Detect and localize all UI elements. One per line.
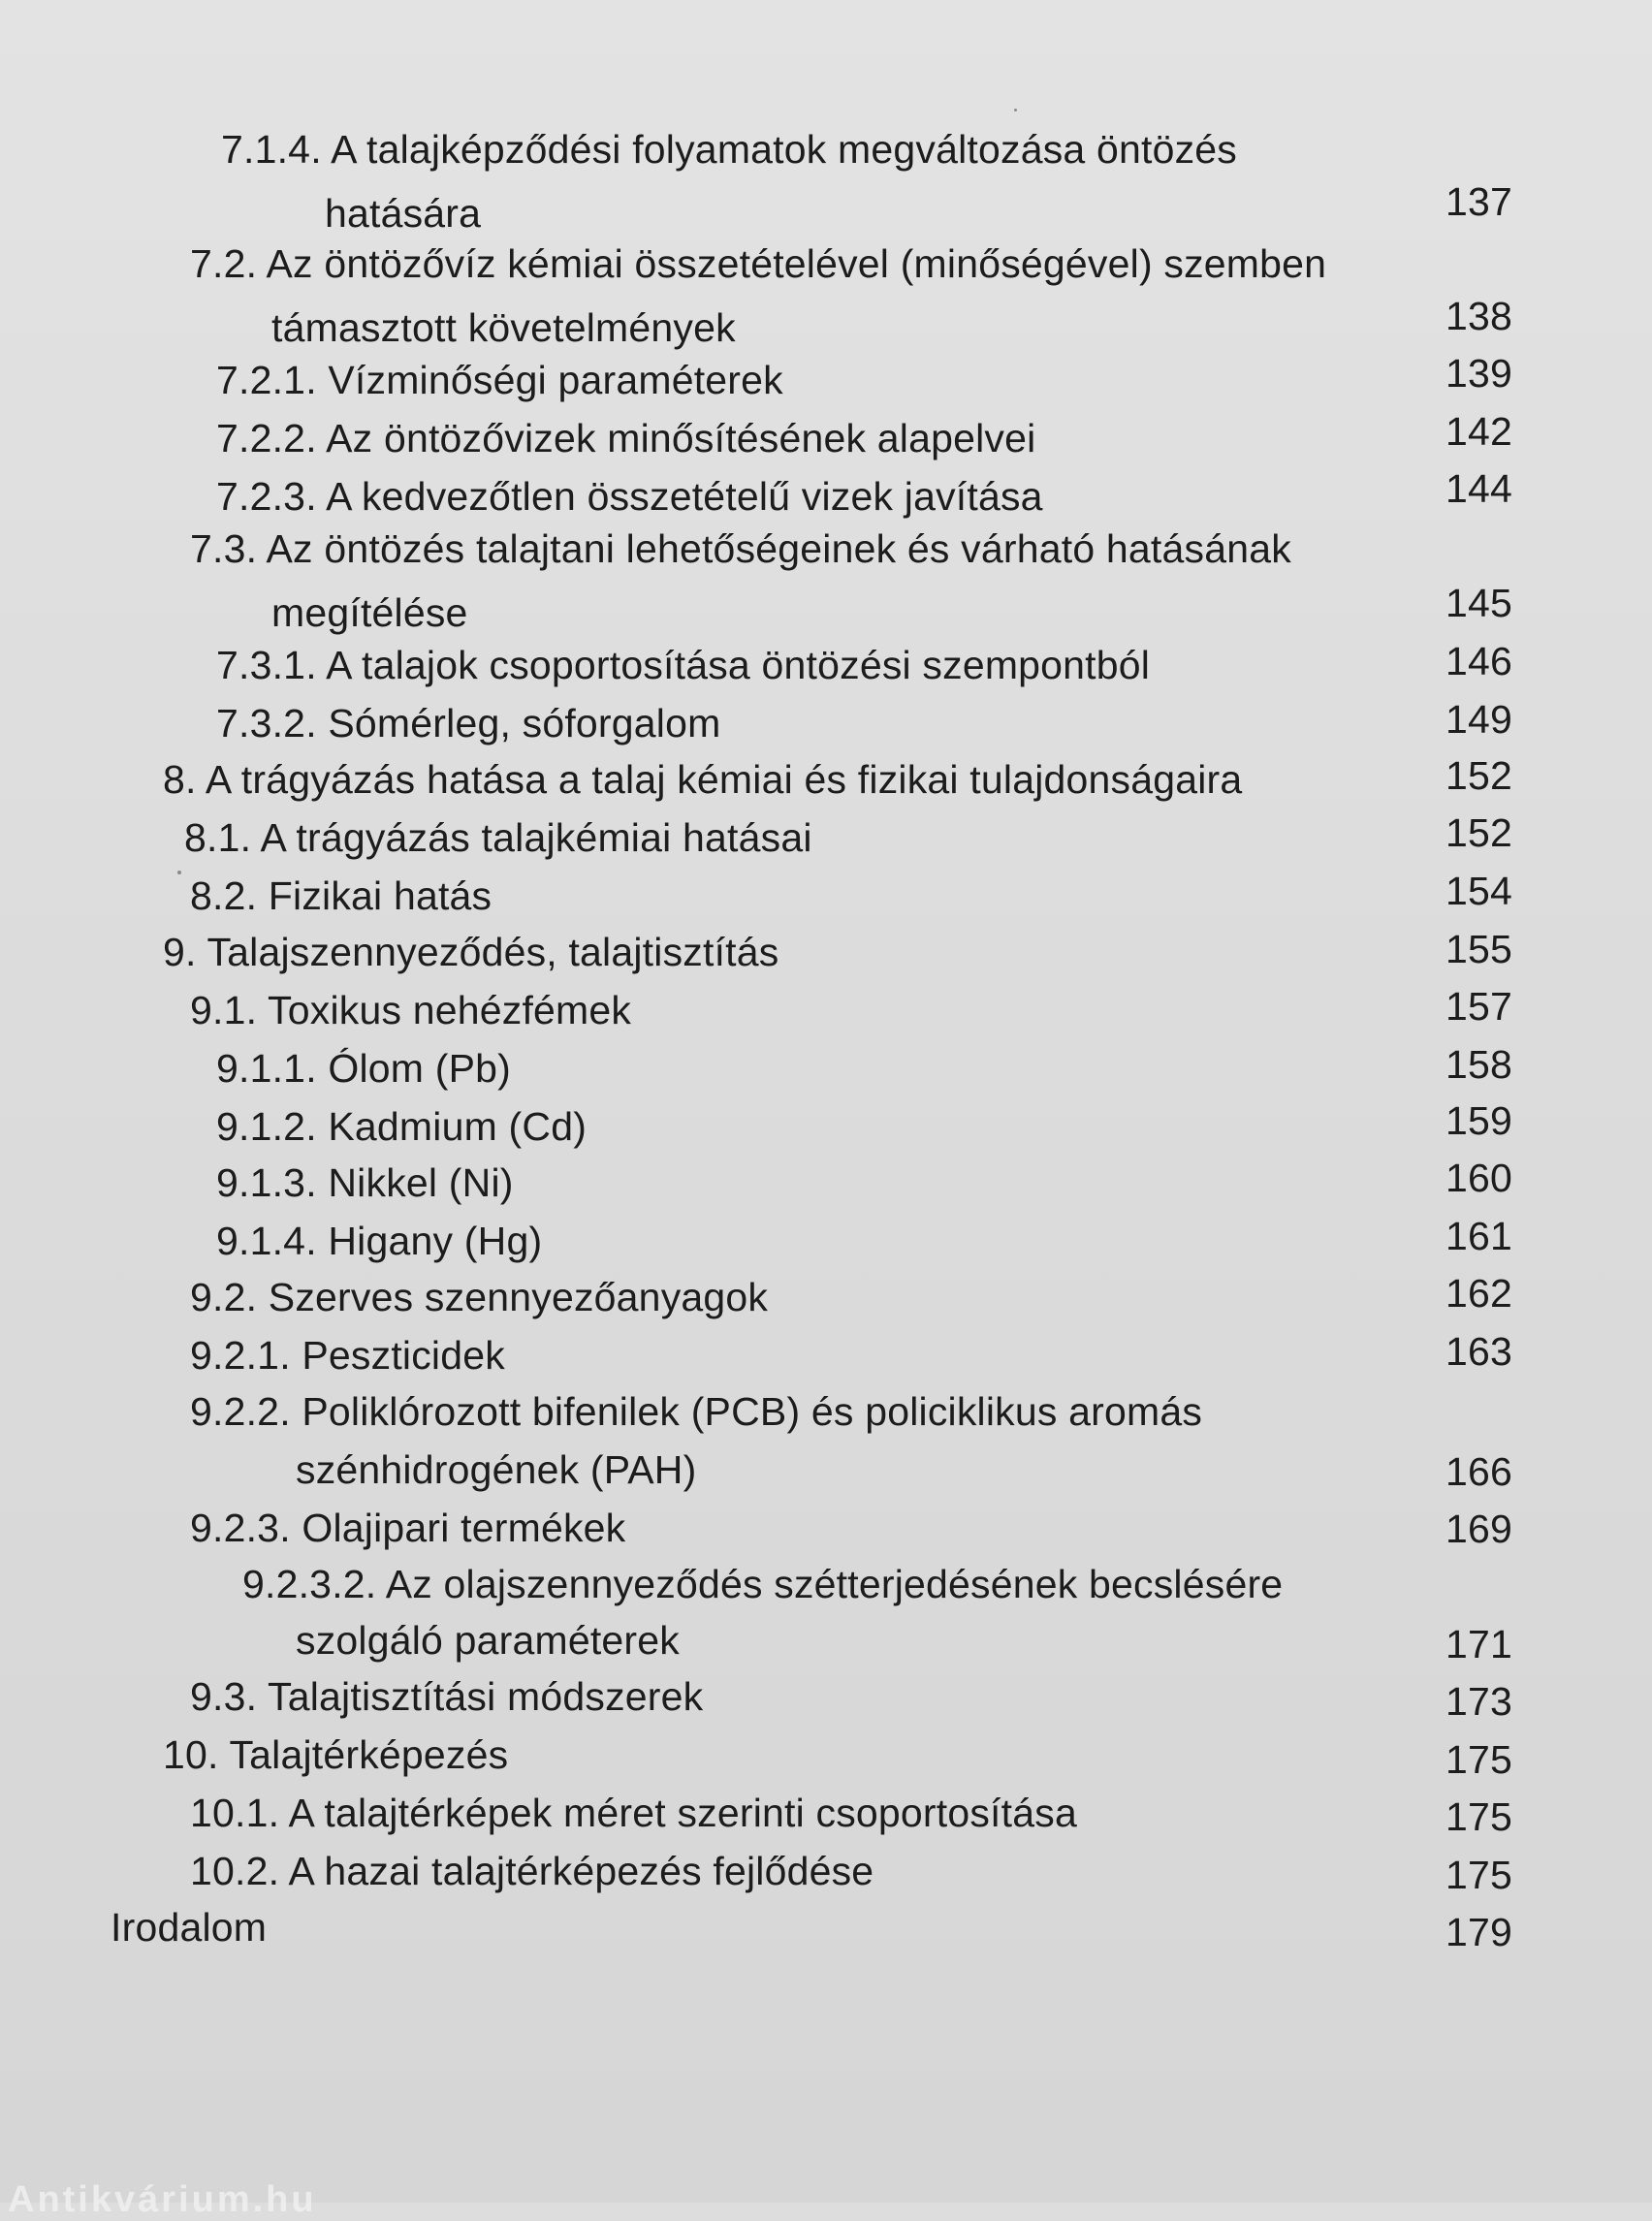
toc-entry-title: 9.1.4. Higany (Hg): [216, 1219, 543, 1263]
toc-entry-title: 9.2.2. Poliklórozott bifenilek (PCB) és policiklikus aromás: [190, 1389, 1203, 1434]
toc-entry-title: 9.2.1. Peszticidek: [190, 1333, 505, 1378]
toc-page-number: 145: [1445, 581, 1512, 625]
toc-entry-title: 7.2.2. Az öntözővizek minősítésének alapelvei: [216, 416, 1036, 460]
toc-entry-title: 9.2.3.2. Az olajszennyeződés szétterjedésének becslésére: [242, 1562, 1284, 1606]
toc-page-number: 144: [1445, 466, 1512, 511]
toc-page-number: 175: [1445, 1853, 1512, 1897]
toc-page-number: 161: [1445, 1214, 1512, 1258]
toc-entry-title-continuation: szénhidrogének (PAH): [296, 1447, 697, 1492]
toc-entry-title: 7.3.2. Sómérleg, sóforgalom: [216, 701, 721, 746]
toc-page-number: 157: [1445, 984, 1512, 1029]
toc-page-number: 137: [1445, 179, 1512, 224]
toc-page-number: 146: [1445, 639, 1512, 683]
toc-page-number: 166: [1445, 1449, 1512, 1494]
toc-page-number: 160: [1445, 1156, 1512, 1200]
toc-entry-title: 10.2. A hazai talajtérképezés fejlődése: [190, 1849, 874, 1893]
toc-entry-title: 8.1. A trágyázás talajkémiai hatásai: [184, 815, 812, 860]
toc-entry-title: 8.2. Fizikai hatás: [190, 873, 492, 918]
toc-page-number: 175: [1445, 1794, 1512, 1839]
toc-entry-title: 7.2. Az öntözővíz kémiai összetételével (minőségével) szemben: [190, 241, 1327, 286]
toc-page-number: 169: [1445, 1507, 1512, 1551]
toc-page-number: 162: [1445, 1271, 1512, 1316]
toc-entry-title: 9.3. Talajtisztítási módszerek: [190, 1674, 704, 1719]
toc-entry-title-continuation: szolgáló paraméterek: [296, 1618, 680, 1663]
toc-page-number: 179: [1445, 1910, 1512, 1954]
toc-page-number: 163: [1445, 1329, 1512, 1374]
toc-entry-title: 7.2.3. A kedvezőtlen összetételű vizek javítása: [216, 474, 1043, 519]
toc-entry-title: 10. Talajtérképezés: [163, 1732, 509, 1777]
toc-entry-title: 9.1.1. Ólom (Pb): [216, 1046, 511, 1091]
toc-page-number: 142: [1445, 409, 1512, 454]
paper-speck: [177, 871, 181, 874]
watermark: Antikvárium.hu: [8, 2179, 317, 2220]
toc-entry-title: Irodalom: [111, 1905, 268, 1950]
toc-page-number: 175: [1445, 1737, 1512, 1782]
toc-entry-title-continuation: megítélése: [271, 590, 468, 635]
toc-page-number: 149: [1445, 697, 1512, 742]
toc-entry-title: 9.2. Szerves szennyezőanyagok: [190, 1275, 769, 1319]
toc-page-number: 152: [1445, 810, 1512, 855]
toc-entry-title: 7.3. Az öntözés talajtani lehetőségeinek és várható hatásának: [190, 526, 1291, 571]
toc-page-number: 154: [1445, 869, 1512, 913]
toc-entry-title: 9.1.3. Nikkel (Ni): [216, 1160, 514, 1205]
toc-page-number: 152: [1445, 753, 1512, 798]
toc-entry-title: 7.2.1. Vízminőségi paraméterek: [216, 358, 783, 402]
toc-page-number: 155: [1445, 927, 1512, 971]
toc-page-number: 171: [1445, 1622, 1512, 1666]
toc-entry-title: 7.3.1. A talajok csoportosítása öntözési szempontból: [216, 643, 1151, 687]
toc-page-number: 138: [1445, 294, 1512, 338]
toc-page-number: 158: [1445, 1042, 1512, 1087]
toc-entry-title: 9.1.2. Kadmium (Cd): [216, 1104, 588, 1149]
toc-entry-title: 7.1.4. A talajképződési folyamatok megváltozása öntözés: [221, 127, 1238, 172]
toc-entry-title-continuation: hatására: [325, 191, 482, 236]
toc-page-number: 159: [1445, 1098, 1512, 1143]
toc-entry-title-continuation: támasztott követelmények: [271, 305, 736, 350]
toc-entry-title: 10.1. A talajtérképek méret szerinti csoportosítása: [190, 1791, 1077, 1835]
toc-entry-title: 8. A trágyázás hatása a talaj kémiai és fizikai tulajdonságaira: [163, 757, 1243, 802]
paper-speck: [1014, 109, 1017, 111]
toc-entry-title: 9. Talajszennyeződés, talajtisztítás: [163, 930, 779, 974]
toc-page-number: 139: [1445, 351, 1512, 396]
toc-page-number: 173: [1445, 1679, 1512, 1724]
toc-entry-title: 9.1. Toxikus nehézfémek: [190, 988, 632, 1032]
toc-entry-title: 9.2.3. Olajipari termékek: [190, 1506, 626, 1550]
